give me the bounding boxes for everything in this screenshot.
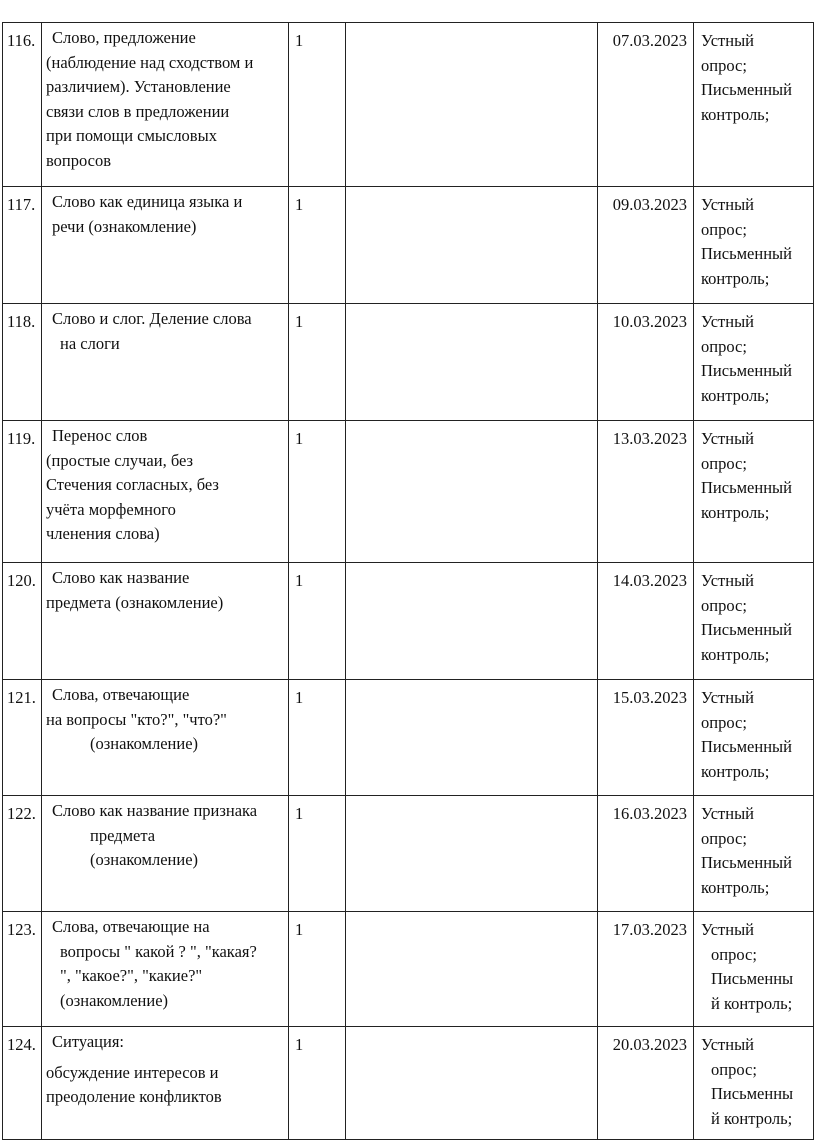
- control-form: Устный опрос; Письменны й контроль;: [694, 1027, 814, 1140]
- lesson-date: 16.03.2023: [598, 796, 694, 912]
- lesson-number: 124.: [3, 1027, 42, 1140]
- table-row: [3, 912, 814, 1027]
- table-row: [3, 796, 814, 912]
- lesson-date: 13.03.2023: [598, 421, 694, 563]
- lesson-number: 119.: [3, 421, 42, 563]
- lesson-date: 07.03.2023: [598, 23, 694, 187]
- lesson-number: 118.: [3, 304, 42, 421]
- table-row: [3, 23, 814, 187]
- lesson-number: 117.: [3, 187, 42, 304]
- control-form: Устный опрос; Письменный контроль;: [694, 563, 814, 680]
- control-form: Устный опрос; Письменный контроль;: [694, 187, 814, 304]
- control-form: Устный опрос; Письменный контроль;: [694, 304, 814, 421]
- control-form: Устный опрос; Письменный контроль;: [694, 680, 814, 796]
- control-form: Устный опрос; Письменный контроль;: [694, 23, 814, 187]
- lesson-topic: Ситуация: обсуждение интересов и преодоление конфликтов: [42, 1027, 289, 1140]
- lesson-hours: 1: [289, 304, 346, 421]
- lesson-number: 122.: [3, 796, 42, 912]
- lesson-date: 20.03.2023: [598, 1027, 694, 1140]
- table-row: [3, 563, 814, 680]
- table-row: [3, 304, 814, 421]
- lesson-hours: 1: [289, 23, 346, 187]
- lesson-hours: 1: [289, 796, 346, 912]
- empty-cell: [346, 563, 598, 680]
- empty-cell: [346, 1027, 598, 1140]
- lesson-number: 120.: [3, 563, 42, 680]
- lesson-topic: Слова, отвечающие на вопросы " какой ? ", "какая? ", "какое?", "какие?" (ознакомление): [42, 912, 289, 1027]
- lesson-topic: Перенос слов (простые случаи, без Стечения согласных, без учёта морфемного членения слова): [42, 421, 289, 563]
- table-row: [3, 187, 814, 304]
- control-form: Устный опрос; Письменный контроль;: [694, 421, 814, 563]
- lesson-hours: 1: [289, 421, 346, 563]
- lesson-hours: 1: [289, 187, 346, 304]
- lesson-number: 121.: [3, 680, 42, 796]
- empty-cell: [346, 304, 598, 421]
- lesson-topic: Слово как единица языка и речи (ознакомление): [42, 187, 289, 304]
- lesson-date: 14.03.2023: [598, 563, 694, 680]
- lesson-hours: 1: [289, 680, 346, 796]
- lesson-number: 123.: [3, 912, 42, 1027]
- lesson-hours: 1: [289, 1027, 346, 1140]
- lesson-date: 17.03.2023: [598, 912, 694, 1027]
- table-row: [3, 680, 814, 796]
- lesson-plan-table: [2, 22, 814, 1140]
- lesson-date: 15.03.2023: [598, 680, 694, 796]
- empty-cell: [346, 23, 598, 187]
- table-row: [3, 1027, 814, 1140]
- lesson-date: 09.03.2023: [598, 187, 694, 304]
- lesson-hours: 1: [289, 563, 346, 680]
- empty-cell: [346, 421, 598, 563]
- empty-cell: [346, 796, 598, 912]
- lesson-topic: Слово как название признака предмета (ознакомление): [42, 796, 289, 912]
- lesson-topic: Слова, отвечающие на вопросы "кто?", "что?" (ознакомление): [42, 680, 289, 796]
- control-form: Устный опрос; Письменный контроль;: [694, 796, 814, 912]
- lesson-number: 116.: [3, 23, 42, 187]
- empty-cell: [346, 912, 598, 1027]
- lesson-hours: 1: [289, 912, 346, 1027]
- lesson-date: 10.03.2023: [598, 304, 694, 421]
- lesson-topic: Слово как название предмета (ознакомление): [42, 563, 289, 680]
- table-row: [3, 421, 814, 563]
- empty-cell: [346, 680, 598, 796]
- lesson-topic: Слово и слог. Деление слова на слоги: [42, 304, 289, 421]
- empty-cell: [346, 187, 598, 304]
- control-form: Устный опрос; Письменны й контроль;: [694, 912, 814, 1027]
- lesson-topic: Слово, предложение (наблюдение над сходством и различием). Установление связи слов в предложении при помощи смысловых вопросов: [42, 23, 289, 187]
